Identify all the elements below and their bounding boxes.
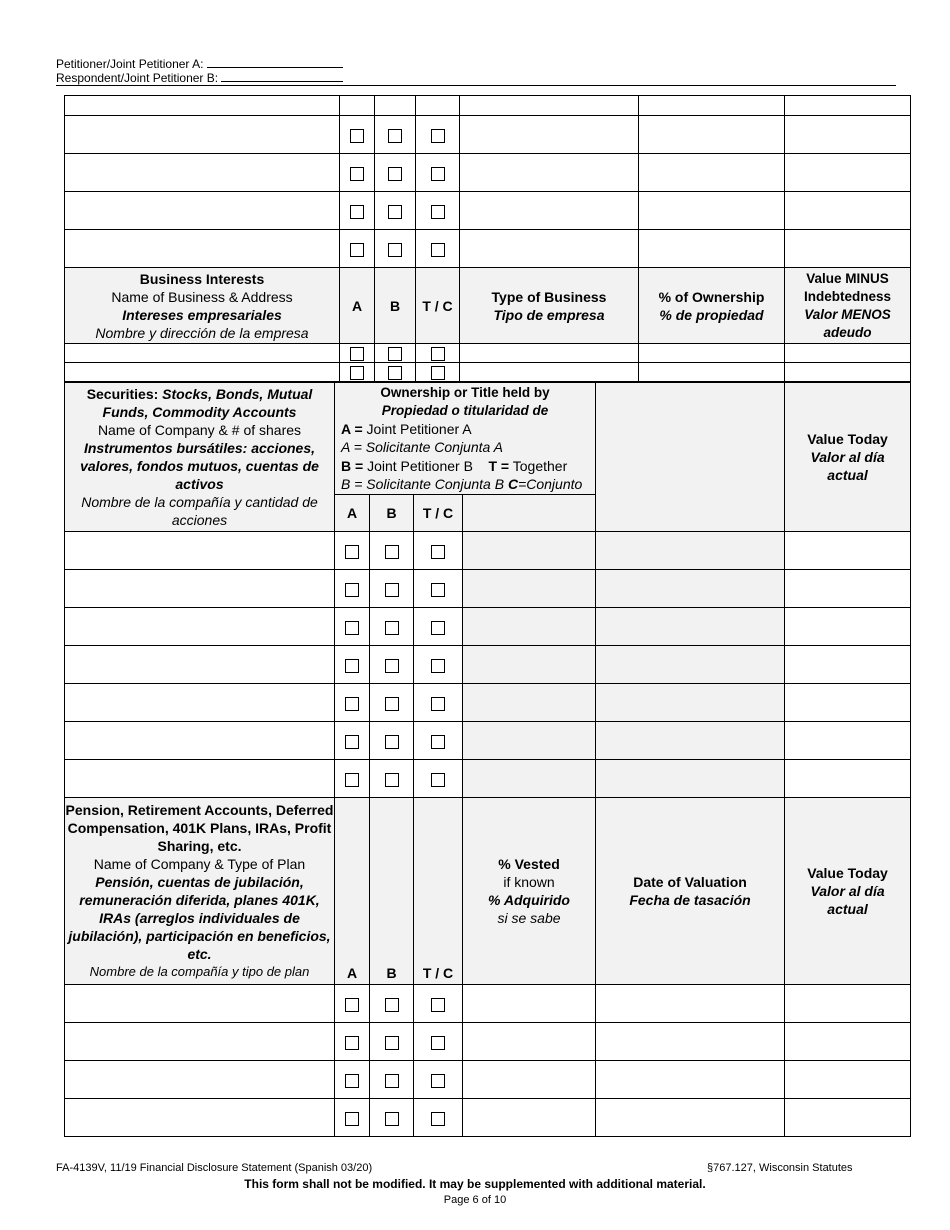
- checkbox-b[interactable]: [385, 998, 399, 1012]
- modification-notice: This form shall not be modified. It may be supplemented with additional material.: [244, 1177, 706, 1191]
- checkbox-tc[interactable]: [431, 621, 445, 635]
- value-today-label: Value Today: [807, 431, 888, 447]
- col-b-header: B: [375, 268, 416, 344]
- ownership-legend-title-es: Propiedad o titularidad de: [381, 402, 549, 418]
- checkbox-b[interactable]: [385, 621, 399, 635]
- pension-title: Pension, Retirement Accounts, Deferred Compensation, 401K Plans, IRAs, Profit Sharing, etc.: [65, 802, 334, 854]
- checkbox-a[interactable]: [345, 1074, 359, 1088]
- table-row: [65, 154, 911, 192]
- name-cell[interactable]: [65, 646, 335, 684]
- table-row: [65, 192, 911, 230]
- business-title: Business Interests: [139, 270, 265, 287]
- securities-title-es: Instrumentos bursátiles: acciones, valores, fondos mutuos, cuentas de activos: [80, 440, 319, 492]
- value-label-es-2: adeudo: [823, 324, 872, 340]
- checkbox-b[interactable]: [388, 243, 402, 257]
- value-cell[interactable]: [785, 684, 911, 722]
- pension-value-header: [785, 798, 911, 985]
- col-tc-header: T / C: [416, 268, 460, 344]
- ownership-legend: [335, 383, 596, 495]
- checkbox-b[interactable]: [385, 1074, 399, 1088]
- checkbox-a[interactable]: [345, 659, 359, 673]
- name-cell[interactable]: [65, 1023, 335, 1061]
- col-a-header: A: [335, 798, 370, 985]
- pension-name-header: [65, 798, 335, 985]
- respondent-b-label: Respondent/Joint Petitioner B:: [56, 71, 219, 85]
- type-label: Type of Business: [491, 288, 607, 305]
- name-cell[interactable]: [65, 96, 340, 116]
- pension-title-es: Pensión, cuentas de jubilación, remuneración diferida, planes 401K, IRAs (arreglos individuales de jubilación), participación en beneficios, etc.: [68, 874, 331, 962]
- value-label-es-1: Valor MENOS: [804, 306, 891, 322]
- legend-b-t: B = Joint Petitioner B T = Together: [341, 457, 568, 474]
- checkbox-tc[interactable]: [431, 347, 445, 361]
- table-row: [65, 96, 911, 116]
- checkbox-a[interactable]: [350, 366, 364, 380]
- value-label-1: Value MINUS: [806, 270, 889, 286]
- valuation-date-header: [596, 798, 785, 985]
- name-cell[interactable]: [65, 1099, 335, 1137]
- pension-subtitle-es: Nombre de la compañía y tipo de plan: [89, 964, 310, 979]
- securities-header-row: [65, 383, 911, 495]
- page-number: Page 6 of 10: [443, 1194, 507, 1206]
- checkbox-a[interactable]: [345, 621, 359, 635]
- table-row: [65, 985, 911, 1023]
- checkbox-tc[interactable]: [431, 243, 445, 257]
- statute-reference: §767.127, Wisconsin Statutes: [707, 1162, 853, 1174]
- table-row: [65, 1023, 911, 1061]
- securities-title-types: Stocks, Bonds, Mutual Funds, Commodity Accounts: [102, 386, 313, 420]
- petitioner-a-label: Petitioner/Joint Petitioner A:: [56, 57, 204, 71]
- name-cell[interactable]: [65, 344, 340, 363]
- checkbox-b[interactable]: [388, 366, 402, 380]
- legend-a-es: A = Solicitante Conjunta A: [341, 439, 504, 455]
- value-minus-header: [785, 268, 911, 344]
- business-header-row: [65, 268, 911, 344]
- checkbox-b[interactable]: [385, 659, 399, 673]
- checkbox-a[interactable]: [350, 205, 364, 219]
- table-row: [65, 608, 911, 646]
- checkbox-tc[interactable]: [431, 998, 445, 1012]
- col-b-header: B: [370, 495, 414, 532]
- name-cell[interactable]: [65, 722, 335, 760]
- value-cell[interactable]: [785, 760, 911, 798]
- table-row: [65, 684, 911, 722]
- table-row: [65, 230, 911, 268]
- checkbox-tc[interactable]: [431, 773, 445, 787]
- respondent-b-line: [56, 70, 343, 85]
- checkbox-b[interactable]: [388, 129, 402, 143]
- checkbox-b[interactable]: [388, 347, 402, 361]
- vested-header: [463, 798, 596, 985]
- table-row: [65, 760, 911, 798]
- pension-subtitle: Name of Company & Type of Plan: [93, 856, 306, 872]
- name-cell[interactable]: [65, 532, 335, 570]
- ownership-label-es: % de propiedad: [659, 306, 764, 323]
- col-a-header: A: [340, 268, 375, 344]
- vested-label-es: % Adquirido: [488, 892, 570, 908]
- checkbox-b[interactable]: [388, 205, 402, 219]
- value-cell[interactable]: [785, 646, 911, 684]
- checkbox-a[interactable]: [345, 735, 359, 749]
- checkbox-tc[interactable]: [431, 697, 445, 711]
- checkbox-tc[interactable]: [431, 167, 445, 181]
- table-row: [65, 363, 911, 382]
- ownership-header: [639, 268, 785, 344]
- checkbox-tc[interactable]: [431, 735, 445, 749]
- type-label-es: Tipo de empresa: [493, 306, 605, 323]
- table-row: [65, 1099, 911, 1137]
- securities-pension-table: [64, 382, 911, 1137]
- checkbox-b[interactable]: [385, 545, 399, 559]
- value-cell[interactable]: [785, 608, 911, 646]
- ownership-legend-title: Ownership or Title held by: [380, 384, 550, 400]
- legend-a: A = Joint Petitioner A: [341, 420, 472, 437]
- value-cell[interactable]: [785, 532, 911, 570]
- name-cell[interactable]: [65, 230, 340, 268]
- checkbox-b[interactable]: [385, 1036, 399, 1050]
- petitioner-a-field[interactable]: [207, 56, 343, 68]
- value-today-label: Value Today: [807, 865, 888, 881]
- value-label-2: Indebtedness: [803, 288, 892, 304]
- name-cell[interactable]: [65, 1061, 335, 1099]
- checkbox-tc[interactable]: [431, 205, 445, 219]
- checkbox-tc[interactable]: [431, 1074, 445, 1088]
- checkbox-a[interactable]: [350, 243, 364, 257]
- business-subtitle: Name of Business & Address: [111, 288, 293, 305]
- checkbox-b[interactable]: [385, 697, 399, 711]
- table-row: [65, 722, 911, 760]
- value-cell[interactable]: [785, 722, 911, 760]
- checkbox-a[interactable]: [345, 1112, 359, 1126]
- name-cell[interactable]: [65, 684, 335, 722]
- business-subtitle-es: Nombre y dirección de la empresa: [95, 324, 309, 341]
- checkbox-tc[interactable]: [431, 129, 445, 143]
- col-b-header: B: [370, 798, 414, 985]
- checkbox-a[interactable]: [345, 697, 359, 711]
- checkbox-b[interactable]: [385, 1112, 399, 1126]
- securities-value-header: [785, 383, 911, 532]
- name-cell[interactable]: [65, 192, 340, 230]
- table-row: [65, 344, 911, 363]
- table-row: [65, 532, 911, 570]
- checkbox-tc[interactable]: [431, 366, 445, 380]
- header-rule: [56, 85, 896, 86]
- vested-label: % Vested: [498, 856, 560, 872]
- checkbox-a[interactable]: [345, 545, 359, 559]
- checkbox-a[interactable]: [350, 129, 364, 143]
- col-tc-header: T / C: [414, 495, 463, 532]
- name-cell[interactable]: [65, 116, 340, 154]
- pension-header-row: [65, 798, 911, 985]
- table-row: [65, 1061, 911, 1099]
- checkbox-tc[interactable]: [431, 583, 445, 597]
- date-label-es: Fecha de tasación: [629, 892, 751, 908]
- checkbox-a[interactable]: [345, 1036, 359, 1050]
- value-cell[interactable]: [785, 570, 911, 608]
- business-name-header: [65, 268, 340, 344]
- col-tc-header: T / C: [414, 798, 463, 985]
- col-a-header: A: [335, 495, 370, 532]
- business-title-es: Intereses empresariales: [122, 306, 282, 323]
- securities-title: Securities:: [86, 386, 159, 402]
- checkbox-a[interactable]: [345, 773, 359, 787]
- securities-name-header: [65, 383, 335, 532]
- checkbox-tc[interactable]: [431, 1112, 445, 1126]
- vested-note: if known: [503, 874, 555, 890]
- checkbox-b[interactable]: [385, 773, 399, 787]
- value-today-es-1: Valor al día: [810, 449, 885, 465]
- respondent-b-field[interactable]: [221, 70, 343, 82]
- checkbox-a[interactable]: [345, 583, 359, 597]
- checkbox-tc[interactable]: [431, 545, 445, 559]
- type-of-business-header: [460, 268, 639, 344]
- value-today-es-2: actual: [827, 901, 868, 917]
- legend-b-es: B = Solicitante Conjunta B C=Conjunto: [341, 476, 583, 492]
- name-cell[interactable]: [65, 760, 335, 798]
- checkbox-b[interactable]: [388, 167, 402, 181]
- name-cell[interactable]: [65, 570, 335, 608]
- form-id: FA-4139V, 11/19 Financial Disclosure Statement (Spanish 03/20): [56, 1162, 373, 1174]
- checkbox-tc[interactable]: [431, 1036, 445, 1050]
- date-label: Date of Valuation: [633, 874, 747, 890]
- checkbox-b[interactable]: [385, 735, 399, 749]
- name-cell[interactable]: [65, 154, 340, 192]
- securities-subtitle: Name of Company & # of shares: [97, 422, 302, 438]
- name-cell[interactable]: [65, 363, 340, 382]
- table-row: [65, 116, 911, 154]
- ownership-label: % of Ownership: [658, 288, 765, 305]
- securities-subtitle-es: Nombre de la compañía y cantidad de acciones: [81, 494, 318, 528]
- value-today-es-2: actual: [827, 467, 868, 483]
- checkbox-a[interactable]: [350, 167, 364, 181]
- vested-note-es: si se sabe: [497, 910, 561, 926]
- business-interests-table: [64, 95, 911, 382]
- petitioner-a-line: [56, 56, 343, 71]
- name-cell[interactable]: [65, 608, 335, 646]
- table-row: [65, 570, 911, 608]
- checkbox-a[interactable]: [345, 998, 359, 1012]
- checkbox-b[interactable]: [385, 583, 399, 597]
- value-today-es-1: Valor al día: [810, 883, 885, 899]
- checkbox-tc[interactable]: [431, 659, 445, 673]
- name-cell[interactable]: [65, 985, 335, 1023]
- checkbox-a[interactable]: [350, 347, 364, 361]
- table-row: [65, 646, 911, 684]
